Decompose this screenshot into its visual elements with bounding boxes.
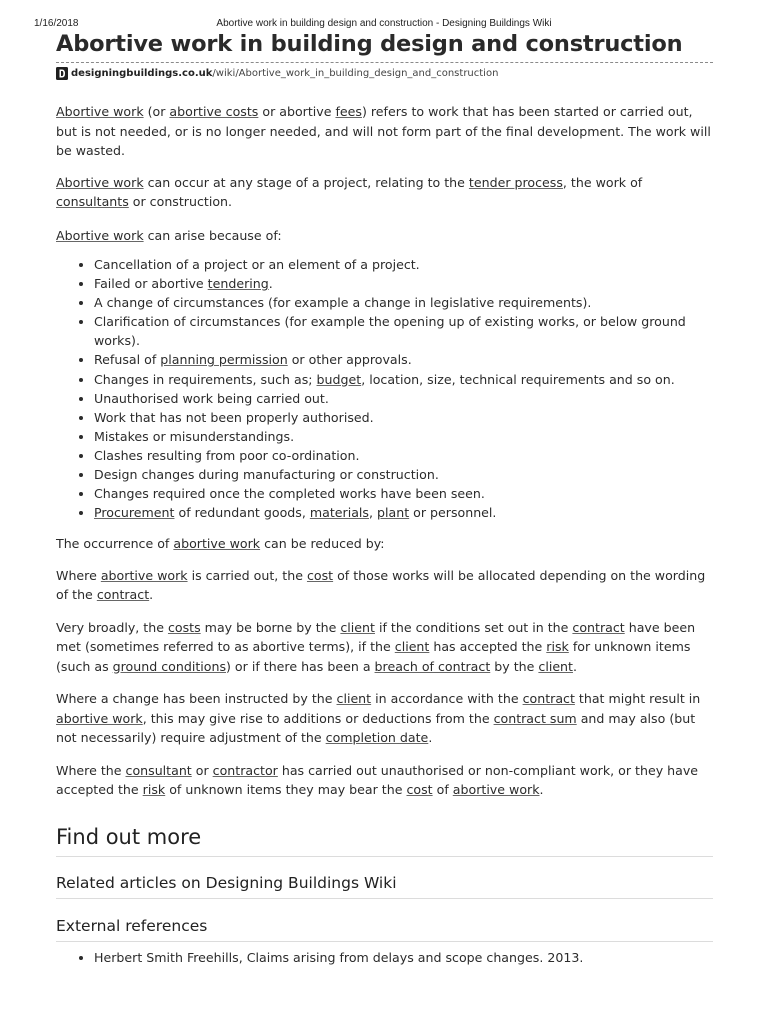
link-client[interactable]: client [336, 691, 372, 707]
link-abortive-work[interactable]: abortive work [100, 567, 188, 583]
link-client[interactable]: client [394, 639, 430, 655]
link-client[interactable]: client [340, 619, 375, 635]
related-articles-heading: Related articles on Designing Buildings Wiki [56, 873, 397, 892]
link-contractor[interactable]: contractor [212, 762, 278, 778]
link-ground-conditions[interactable]: ground conditions [112, 658, 227, 674]
link-abortive-work[interactable]: Abortive work [56, 174, 144, 190]
link-procurement[interactable]: Procurement [94, 505, 175, 521]
costs-borne-paragraph: Very broadly, the costs may be borne by the client if the conditions set out in the contract have been met (sometimes referred to as abortive terms), if the client has accepted the risk for unknown items (such as ground conditions) or if there has been a breach of contract by the client. [56, 619, 696, 674]
heading-rule [56, 856, 713, 857]
link-materials[interactable]: materials [309, 505, 369, 521]
list-item: • Unauthorised work being carried out. [94, 389, 713, 408]
link-fees[interactable]: fees [335, 104, 362, 119]
url-domain[interactable]: designingbuildings.co.uk [71, 67, 213, 79]
causes-list [56, 255, 713, 522]
change-instructed-paragraph: Where a change has been instructed by the client in accordance with the contract that might result in abortive work, this may give rise to additions or deductions from the contract sum and may also (but not necessarily) require adjustment of the completion date. [56, 691, 701, 746]
link-contract[interactable]: contract [572, 619, 625, 635]
list-item: • Changes in requirements, such as; budget, location, size, technical requirements and so on. [94, 370, 713, 389]
link-planning-permission[interactable]: planning permission [160, 352, 288, 368]
list-item: • Work that has not been properly authorised. [94, 408, 713, 427]
link-cost[interactable]: cost [306, 567, 334, 583]
external-references-list [56, 948, 713, 967]
article [56, 30, 713, 967]
reduction-paragraph: The occurrence of abortive work can be reduced by: [56, 536, 385, 552]
list-item: • Design changes during manufacturing or construction. [94, 465, 713, 484]
cost-allocation-paragraph: Where abortive work is carried out, the cost of those works will be allocated depending on the wording of the contract. [56, 567, 706, 603]
title-divider [56, 62, 713, 63]
heading-rule [56, 898, 713, 899]
external-references-heading: External references [56, 916, 208, 935]
print-header [0, 18, 768, 30]
link-budget[interactable]: budget [316, 371, 362, 387]
list-item: • Cancellation of a project or an element of a project. [94, 255, 713, 274]
find-out-more-heading: Find out more [56, 824, 202, 849]
page-title: Abortive work in building design and construction [56, 31, 683, 57]
link-contract[interactable]: contract [522, 691, 575, 707]
list-item: • Clarification of circumstances (for example the opening up of existing works, or below ground works). [94, 312, 713, 350]
print-page-title: Abortive work in building design and construction - Designing Buildings Wiki [216, 18, 552, 29]
link-consultants[interactable]: consultants [56, 194, 129, 209]
link-abortive-work[interactable]: abortive work [173, 536, 261, 552]
link-tendering[interactable]: tendering [207, 276, 269, 292]
link-costs[interactable]: costs [167, 619, 201, 635]
list-item: • A change of circumstances (for example a change in legislative requirements). [94, 293, 713, 312]
list-item: • Failed or abortive tendering. [94, 274, 713, 293]
list-item: • Procurement of redundant goods, materials, plant or personnel. [94, 503, 713, 522]
link-abortive-work[interactable]: abortive work [56, 710, 143, 726]
list-item: • Refusal of planning permission or other approvals. [94, 350, 713, 369]
link-abortive-work[interactable]: Abortive work [56, 227, 144, 243]
list-item: • Herbert Smith Freehills, Claims arising from delays and scope changes. 2013. [94, 948, 713, 967]
link-breach-of-contract[interactable]: breach of contract [374, 658, 491, 674]
stages-paragraph: Abortive work can occur at any stage of a project, relating to the tender process, the work of consultants or construction. [56, 174, 643, 209]
print-date: 1/16/2018 [34, 18, 79, 29]
list-item: • Mistakes or misunderstandings. [94, 427, 713, 446]
non-compliant-paragraph: Where the consultant or contractor has carried out unauthorised or non-compliant work, or they have accepted the risk of unknown items they may bear the cost of abortive work. [56, 762, 699, 798]
link-risk[interactable]: risk [142, 782, 166, 798]
link-abortive-work[interactable]: Abortive work [56, 104, 144, 119]
link-tender-process[interactable]: tender process [468, 174, 563, 190]
link-cost[interactable]: cost [406, 782, 433, 798]
link-abortive-costs[interactable]: abortive costs [169, 104, 259, 119]
link-plant[interactable]: plant [377, 505, 410, 521]
link-consultant[interactable]: consultant [125, 762, 192, 778]
link-contract-sum[interactable]: contract sum [493, 710, 577, 726]
intro-paragraph: Abortive work (or abortive costs or abortive fees) refers to work that has been started or carried out, but is not needed, or is no longer needed, and will not form part of the final development. The work will be wasted. [56, 104, 711, 158]
link-client[interactable]: client [538, 658, 573, 674]
site-logo-icon [56, 67, 68, 80]
link-contract[interactable]: contract [96, 587, 150, 603]
causes-intro: Abortive work can arise because of: [56, 227, 282, 243]
source-url [56, 66, 713, 80]
link-abortive-work[interactable]: abortive work [452, 782, 540, 798]
list-item: • Clashes resulting from poor co-ordination. [94, 446, 713, 465]
list-item: • Changes required once the completed works have been seen. [94, 484, 713, 503]
link-risk[interactable]: risk [546, 639, 569, 655]
heading-rule [56, 941, 713, 942]
link-completion-date[interactable]: completion date [325, 730, 429, 746]
url-path[interactable]: /wiki/Abortive_work_in_building_design_and_construction [212, 67, 499, 79]
